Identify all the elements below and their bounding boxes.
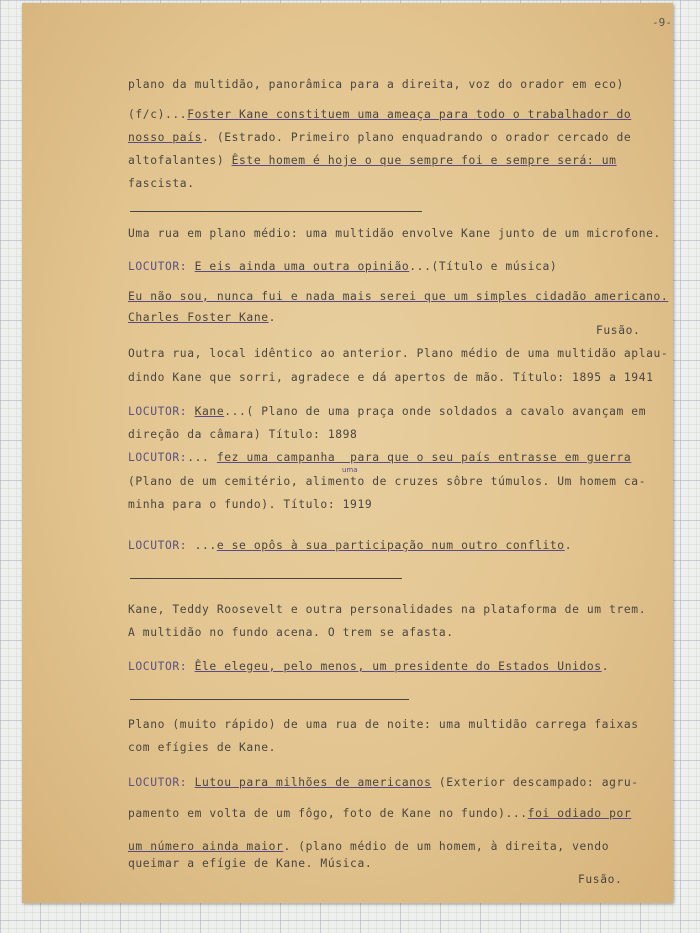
underlined-speech: Êle elegeu, pelo menos, um presidente do Estados Unidos xyxy=(194,660,602,673)
text-line: altofalantes) Êste homem é hoje o que sempre foi e sempre será: um xyxy=(128,154,617,167)
text-line: pamento em volta de um fôgo, foto de Kane no fundo)...foi odiado por xyxy=(128,807,632,820)
text-line: (Plano de um cemitério, alimento de cruzes sôbre túmulos. Um homem ca- xyxy=(128,475,647,488)
text-line: um número ainda maior. (plano médio de um homem, à direita, vendo xyxy=(128,840,610,853)
text-line: dindo Kane que sorri, agradece e dá apertos de mão. Título: 1895 a 1941 xyxy=(128,371,654,384)
underlined-speech: foi odiado por xyxy=(527,807,632,820)
underlined-speech: fez uma campanha para que o seu país entrasse em guerra xyxy=(216,451,632,464)
text-line: LOCUTOR: Kane...( Plano de uma praça onde soldados a cavalo avançam em xyxy=(128,405,647,418)
text-line: LOCUTOR: Êle elegeu, pelo menos, um presidente do Estados Unidos. xyxy=(128,660,610,673)
text-line: queimar a efígie de Kane. Música. xyxy=(128,857,373,870)
speaker-label: LOCUTOR: xyxy=(128,539,188,552)
page-number: -9- xyxy=(652,16,672,29)
underlined-speech: E eis ainda uma outra opinião xyxy=(194,260,410,273)
separator-line xyxy=(130,699,409,700)
underlined-speech: Charles Foster Kane xyxy=(128,311,269,324)
text-line: LOCUTOR: Lutou para milhões de americanos (Exterior descampado: agru- xyxy=(128,776,639,789)
text-line: fascista. xyxy=(128,177,195,190)
text-line: LOCUTOR: ...e se opôs à sua participação num outro conflito. xyxy=(128,539,573,552)
typewritten-page xyxy=(22,3,673,903)
text-line: LOCUTOR: E eis ainda uma outra opinião...(Título e música) xyxy=(128,260,558,273)
underlined-speech: nosso país xyxy=(128,131,203,144)
speaker-label: LOCUTOR: xyxy=(128,660,188,673)
text-line: plano da multidão, panorâmica para a direita, voz do orador em eco) xyxy=(128,78,624,91)
speaker-label: LOCUTOR: xyxy=(128,405,188,418)
text-line: A multidão no fundo acena. O trem se afasta. xyxy=(128,626,454,639)
text-line: Charles Foster Kane. xyxy=(128,311,277,324)
speaker-label: LOCUTOR: xyxy=(128,776,188,789)
underlined-speech: um número ainda maior xyxy=(128,840,284,853)
speaker-label: LOCUTOR: xyxy=(128,260,188,273)
underlined-speech: Kane xyxy=(194,405,225,418)
text-line: Plano (muito rápido) de uma rua de noite: uma multidão carrega faixas xyxy=(128,718,639,731)
text-line: nosso país. (Estrado. Primeiro plano enquadrando o orador cercado de xyxy=(128,131,632,144)
text-line: Uma rua em plano médio: uma multidão envolve Kane junto de um microfone. xyxy=(128,227,661,240)
transition-label: Fusão. xyxy=(578,873,623,886)
separator-line xyxy=(130,211,422,212)
speaker-label: LOCUTOR: xyxy=(128,451,188,464)
underlined-speech: Lutou para milhões de americanos xyxy=(194,776,432,789)
underlined-speech: Eu não sou, nunca fui e nada mais serei que um simples cidadão americano. xyxy=(128,290,669,303)
text-line: LOCUTOR:... fez uma campanha para que o seu país entrasse em guerra xyxy=(128,451,632,464)
text-line: (f/c)...Foster Kane constituem uma ameaça para todo o trabalhador do xyxy=(128,108,632,121)
underlined-speech: Êste homem é hoje o que sempre foi e sempre será: um xyxy=(231,154,617,167)
text-line xyxy=(128,290,668,304)
text-line: Kane, Teddy Roosevelt e outra personalidades na plataforma de um trem. xyxy=(128,603,647,616)
separator-line xyxy=(130,578,402,579)
text-line: direção da câmara) Título: 1898 xyxy=(128,428,358,441)
handwritten-annotation: uma xyxy=(342,466,358,474)
underlined-speech: Foster Kane constituem uma ameaça para todo o trabalhador do xyxy=(187,108,632,121)
transition-label: Fusão. xyxy=(596,324,641,337)
text-line: Outra rua, local idêntico ao anterior. Plano médio de uma multidão aplau- xyxy=(128,347,669,360)
text-line: minha para o fundo). Título: 1919 xyxy=(128,498,373,511)
text-line: com efígies de Kane. xyxy=(128,741,277,754)
underlined-speech: e se opôs à sua participação num outro conflito xyxy=(216,539,565,552)
